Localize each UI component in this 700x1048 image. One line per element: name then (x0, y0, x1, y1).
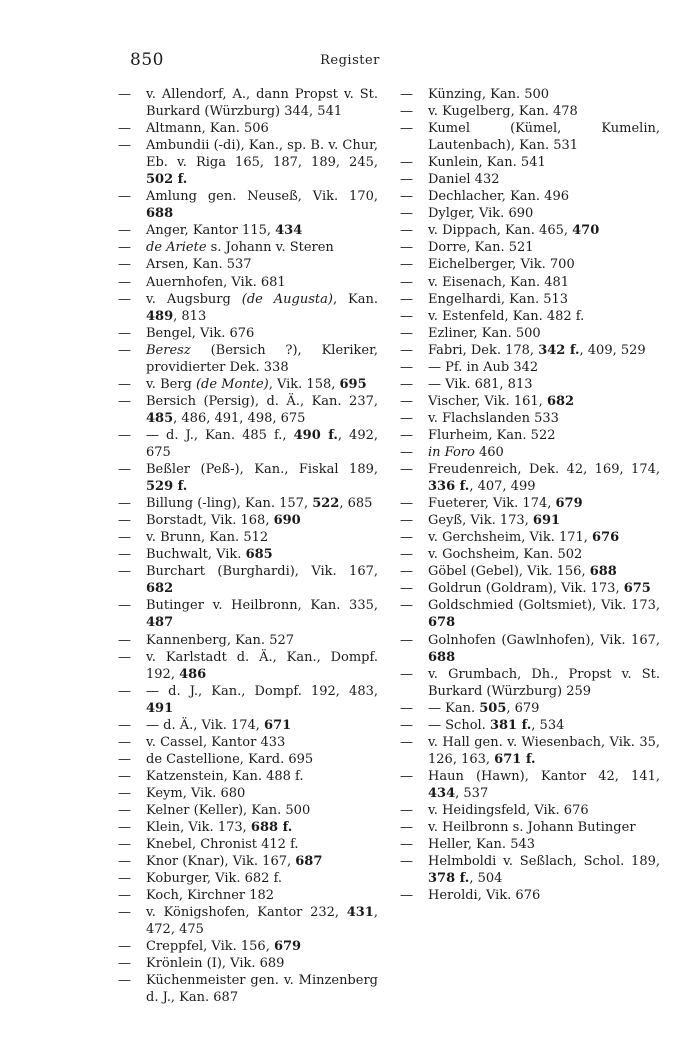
index-entry (118, 734, 378, 751)
entry-text: Goldrun (Goldram), Vik. 173, (428, 581, 624, 597)
entry-text: 460 (474, 444, 504, 460)
index-entry (118, 887, 378, 904)
entry-main-reference: 490 f. (293, 427, 338, 443)
entry-text: Vischer, Vik. 161, (428, 393, 547, 409)
entry-text: Klein, Vik. 173, (146, 820, 251, 836)
entry-text: Geyß, Vik. 173, (428, 513, 533, 529)
entry-dash: — (400, 854, 413, 870)
entry-dash: — (400, 598, 413, 614)
entry-main-reference: 486 (179, 666, 207, 682)
entry-text: — Schol. (428, 717, 490, 733)
index-entry (400, 512, 660, 529)
index-entry (400, 274, 660, 291)
entry-dash: — (118, 564, 131, 580)
entry-dash: — (400, 257, 413, 273)
entry-dash: — (118, 939, 131, 955)
entry-main-reference: 688 (589, 564, 617, 580)
entry-text: v. Gerchsheim, Vik. 171, (428, 530, 593, 546)
index-entry (400, 734, 660, 768)
entry-dash: — (400, 274, 413, 290)
entry-main-reference: 682 (546, 393, 575, 409)
entry-text: v. Königshofen, Kantor 232, (146, 905, 347, 921)
entry-text: Borstadt, Vik. 168, (146, 513, 274, 529)
entry-dash: — (118, 393, 131, 409)
entry-dash: — (118, 888, 131, 904)
entry-text: Heller, Kan. 543 (428, 837, 536, 853)
index-entry (118, 751, 378, 768)
index-entry (118, 222, 378, 239)
entry-dash: — (400, 308, 413, 324)
entry-dash: — (118, 530, 131, 546)
index-entry (118, 938, 378, 955)
entry-main-reference: 485 (146, 410, 174, 426)
entry-dash: — (118, 138, 131, 154)
entry-latin-form: (de Augusta) (241, 291, 333, 307)
entry-main-reference: 688 (428, 649, 456, 665)
entry-dash: — (118, 189, 131, 205)
index-entry (400, 802, 660, 819)
index-entry (400, 853, 660, 887)
entry-text: Kumel (Kümel, Kumelin, Lautenbach), Kan. 531 (428, 121, 660, 154)
index-entry (400, 393, 660, 410)
index-entry (118, 649, 378, 683)
entry-text: Goldschmied (Goltsmiet), Vik. 173, (428, 598, 660, 614)
entry-dash: — (400, 444, 413, 460)
entry-dash: — (118, 223, 131, 239)
entry-dash: — (400, 632, 413, 648)
entry-main-reference: 688 (146, 206, 174, 222)
entry-text: v. Heidingsfeld, Vik. 676 (428, 802, 589, 818)
entry-dash: — (118, 240, 131, 256)
entry-dash: — (118, 956, 131, 972)
entry-main-reference: 505 (479, 700, 507, 716)
index-entry (118, 393, 378, 427)
entry-text: v. Cassel, Kantor 433 (146, 734, 286, 750)
entry-dash: — (118, 768, 131, 784)
entry-dash: — (118, 513, 131, 529)
index-entry (400, 86, 660, 103)
index-entry (118, 427, 378, 461)
entry-dash: — (400, 410, 413, 426)
entry-text: , 813 (173, 308, 207, 324)
entry-text: , 409, 529 (579, 342, 646, 358)
entry-dash: — (400, 462, 413, 478)
entry-text: Dechlacher, Kan. 496 (428, 189, 569, 205)
entry-main-reference: 381 f. (489, 717, 532, 733)
entry-text: , 492, 675 (146, 427, 379, 460)
index-entry (118, 274, 378, 291)
entry-text: v. Gochsheim, Kan. 502 (428, 547, 583, 563)
entry-main-reference: 671 f. (494, 751, 536, 767)
index-entry (400, 768, 660, 802)
entry-dash: — (118, 871, 131, 887)
entry-text: — Pf. in Aub 342 (428, 359, 539, 375)
entry-text: v. Kugelberg, Kan. 478 (428, 104, 578, 120)
index-entry (118, 717, 378, 734)
entry-text: Anger, Kantor 115, (146, 223, 276, 239)
entry-text: v. Heilbronn s. Johann Butinger (428, 820, 636, 836)
entry-dash: — (400, 837, 413, 853)
entry-main-reference: 378 f. (428, 871, 470, 887)
index-entry (118, 495, 378, 512)
entry-text: v. Hall gen. v. Wiesenbach, Vik. 35, 126, 163, (428, 734, 660, 767)
entry-text: Engelhardi, Kan. 513 (428, 291, 569, 307)
entry-dash: — (118, 854, 131, 870)
entry-main-reference: 434 (275, 223, 303, 239)
entry-main-reference: 434 (428, 785, 456, 801)
entry-main-reference: 691 (532, 513, 561, 529)
entry-text: de Castellione, Kard. 695 (146, 751, 314, 767)
entry-latin-form: de Ariete (146, 240, 207, 256)
index-entry (400, 563, 660, 580)
index-entry (118, 256, 378, 273)
entry-dash: — (400, 240, 413, 256)
entry-main-reference: 431 (346, 905, 374, 921)
entry-text: , 534 (531, 717, 565, 733)
index-entry (118, 683, 378, 717)
entry-dash: — (400, 359, 413, 375)
index-entry (400, 325, 660, 342)
index-entry (400, 666, 660, 700)
entry-text: Ambundii (-di), Kan., sp. B. v. Chur, Eb. v. Riga 165, 187, 189, 245, (146, 138, 378, 171)
entry-text: Auernhofen, Vik. 681 (146, 274, 286, 290)
entry-text: , 537 (455, 785, 489, 801)
index-entry (400, 342, 660, 359)
entry-text: Golnhofen (Gawlnhofen), Vik. 167, (428, 632, 660, 648)
entry-text: Haun (Hawn), Kantor 42, 141, (428, 768, 660, 784)
entry-latin-form: in Foro (428, 444, 475, 460)
entry-text: , 472, 475 (146, 905, 378, 938)
index-entry (400, 546, 660, 563)
entry-dash: — (400, 802, 413, 818)
entry-dash: — (400, 820, 413, 836)
entry-dash: — (400, 700, 413, 716)
index-entry (118, 785, 378, 802)
entry-text: v. Allendorf, A., dann Propst v. St. Burkard (Würzburg) 344, 541 (146, 87, 378, 120)
index-entry (400, 819, 660, 836)
entry-text: (Bersich ?), Kleriker, providierter Dek. 338 (146, 342, 378, 375)
entry-main-reference: 470 (572, 223, 600, 239)
entry-text: Burchart (Burghardi), Vik. 167, (146, 564, 378, 580)
entry-text: , Kan. (332, 291, 378, 307)
entry-text: Bersich (Persig), d. Ä., Kan. 237, (146, 393, 378, 409)
entry-dash: — (400, 888, 413, 904)
entry-text: s. Johann v. Steren (206, 240, 334, 256)
entry-dash: — (400, 342, 413, 358)
entry-dash: — (118, 598, 131, 614)
entry-text: — Kan. (428, 700, 480, 716)
entry-text: Dylger, Vik. 690 (428, 206, 534, 222)
index-entry (400, 308, 660, 325)
index-entry (118, 904, 378, 938)
entry-main-reference: 522 (312, 496, 340, 512)
index-entry (400, 103, 660, 120)
index-entry (400, 632, 660, 666)
entry-dash: — (118, 496, 131, 512)
index-entry (118, 376, 378, 393)
entry-main-reference: 529 f. (146, 479, 188, 495)
entry-text: Arsen, Kan. 537 (146, 257, 252, 273)
entry-dash: — (400, 666, 413, 682)
entry-main-reference: 502 f. (146, 172, 188, 188)
entry-text: Buchwalt, Vik. (146, 547, 246, 563)
index-entry (118, 819, 378, 836)
entry-text: Göbel (Gebel), Vik. 156, (428, 564, 590, 580)
entry-text: , 407, 499 (469, 479, 536, 495)
entry-text: Küchenmeister gen. v. Minzenberg d. J., Kan. 687 (146, 973, 378, 1006)
entry-dash: — (400, 206, 413, 222)
index-entry (118, 632, 378, 649)
entry-dash: — (400, 393, 413, 409)
entry-main-reference: 489 (146, 308, 174, 324)
entry-dash: — (118, 734, 131, 750)
entry-dash: — (118, 802, 131, 818)
entry-text: Fabri, Dek. 178, (428, 342, 539, 358)
entry-dash: — (400, 734, 413, 750)
entry-dash: — (400, 768, 413, 784)
entry-main-reference: 342 f. (538, 342, 580, 358)
entry-dash: — (118, 717, 131, 733)
entry-text: Flurheim, Kan. 522 (428, 427, 556, 443)
entry-text: Creppfel, Vik. 156, (146, 939, 274, 955)
entry-text: v. Karlstadt d. Ä., Kan., Dompf. 192, (146, 649, 378, 682)
entry-dash: — (118, 87, 131, 102)
entry-dash: — (400, 427, 413, 443)
entry-text: v. Brunn, Kan. 512 (146, 530, 269, 546)
index-entry (118, 972, 378, 1006)
entry-dash: — (400, 325, 413, 341)
entry-main-reference: 675 (623, 581, 651, 597)
entry-main-reference: 679 (273, 939, 302, 955)
entry-text: Dorre, Kan. 521 (428, 240, 534, 256)
entry-dash: — (118, 274, 131, 290)
index-entry (400, 239, 660, 256)
entry-text: — d. Ä., Vik. 174, (146, 717, 265, 733)
index-entry (400, 256, 660, 273)
entry-text: , 679 (506, 700, 540, 716)
entry-text: Heroldi, Vik. 676 (428, 888, 541, 904)
entry-main-reference: 678 (428, 615, 456, 631)
entry-text: Kannenberg, Kan. 527 (146, 632, 295, 648)
entry-dash: — (400, 189, 413, 205)
entry-dash: — (118, 376, 131, 392)
entry-text: v. Augsburg (146, 291, 242, 307)
index-entry (400, 580, 660, 597)
index-entry (400, 171, 660, 188)
index-entry (400, 529, 660, 546)
index-entry (118, 512, 378, 529)
entry-text: — Vik. 681, 813 (428, 376, 533, 392)
index-entry (118, 86, 378, 120)
entry-text: Beßler (Peß-), Kan., Fiskal 189, (146, 462, 378, 478)
entry-main-reference: 336 f. (428, 479, 470, 495)
entry-dash: — (118, 820, 131, 836)
index-entry (118, 461, 378, 495)
entry-text: Knor (Knar), Vik. 167, (146, 854, 296, 870)
index-entry (118, 188, 378, 222)
entry-dash: — (118, 257, 131, 273)
index-entry (118, 239, 378, 256)
entry-text: Koch, Kirchner 182 (146, 888, 275, 904)
entry-dash: — (400, 376, 413, 392)
index-entry (400, 597, 660, 631)
entry-text: Altmann, Kan. 506 (146, 121, 269, 137)
entry-text: Keym, Vik. 680 (146, 785, 246, 801)
entry-main-reference: 687 (295, 854, 323, 870)
entry-dash: — (118, 785, 131, 801)
entry-main-reference: 695 (339, 376, 367, 392)
entry-text: Koburger, Vik. 682 f. (146, 871, 283, 887)
entry-text: Daniel 432 (428, 172, 500, 188)
entry-dash: — (118, 291, 131, 307)
entry-dash: — (118, 121, 131, 137)
index-entry (118, 870, 378, 887)
entry-main-reference: 491 (146, 700, 174, 716)
index-entry (118, 546, 378, 563)
entry-dash: — (400, 87, 413, 102)
entry-dash: — (400, 530, 413, 546)
entry-dash: — (118, 973, 131, 989)
index-column-left (118, 86, 378, 1007)
index-entry (400, 700, 660, 717)
index-entry (118, 768, 378, 785)
entry-text: v. Estenfeld, Kan. 482 f. (428, 308, 585, 324)
page-number: 850 (130, 50, 164, 70)
entry-text: Helmboldi v. Seßlach, Schol. 189, (428, 854, 660, 870)
index-entry (400, 836, 660, 853)
entry-dash: — (400, 104, 413, 120)
entry-dash: — (118, 632, 131, 648)
index-entry (118, 563, 378, 597)
entry-text: Kunlein, Kan. 541 (428, 155, 546, 171)
entry-dash: — (400, 547, 413, 563)
index-entry (400, 887, 660, 904)
index-entry (118, 802, 378, 819)
index-entry (400, 427, 660, 444)
index-entry (400, 222, 660, 239)
entry-main-reference: 487 (146, 615, 174, 631)
entry-text: v. Flachslanden 533 (428, 410, 559, 426)
entry-dash: — (400, 564, 413, 580)
entry-text: v. Berg (146, 376, 196, 392)
entry-text: v. Grumbach, Dh., Propst v. St. Burkard (Würzburg) 259 (428, 666, 660, 699)
index-entry (118, 120, 378, 137)
entry-text: Ezliner, Kan. 500 (428, 325, 541, 341)
entry-text: Freudenreich, Dek. 42, 169, 174, (428, 462, 660, 478)
index-entry (118, 291, 378, 325)
index-entry (400, 461, 660, 495)
index-entry (400, 154, 660, 171)
index-entry (400, 444, 660, 461)
entry-dash: — (118, 427, 131, 443)
entry-main-reference: 685 (245, 547, 273, 563)
entry-dash: — (400, 496, 413, 512)
entry-text: Billung (-ling), Kan. 157, (146, 496, 313, 512)
entry-text: Bengel, Vik. 676 (146, 325, 255, 341)
entry-dash: — (400, 581, 413, 597)
entry-dash: — (118, 905, 131, 921)
index-column-right (400, 86, 660, 904)
index-entry (118, 597, 378, 631)
entry-dash: — (118, 547, 131, 563)
entry-dash: — (400, 172, 413, 188)
entry-text: Amlung gen. Neuseß, Vik. 170, (146, 189, 378, 205)
entry-text: Butinger v. Heilbronn, Kan. 335, (146, 598, 378, 614)
entry-main-reference: 679 (555, 496, 583, 512)
entry-dash: — (118, 751, 131, 767)
entry-main-reference: 690 (273, 513, 301, 529)
entry-text: — d. J., Kan., Dompf. 192, 483, (146, 683, 378, 699)
index-entry (400, 120, 660, 154)
index-entry (118, 853, 378, 870)
entry-text: , Vik. 158, (268, 376, 340, 392)
entry-text: — d. J., Kan. 485 f., (146, 427, 294, 443)
entry-text: , 504 (469, 871, 503, 887)
index-entry (400, 717, 660, 734)
index-entry (400, 359, 660, 376)
entry-text: Kelner (Keller), Kan. 500 (146, 802, 311, 818)
index-entry (118, 342, 378, 376)
entry-main-reference: 671 (264, 717, 292, 733)
entry-dash: — (118, 837, 131, 853)
entry-dash: — (400, 717, 413, 733)
entry-dash: — (118, 325, 131, 341)
index-entry (400, 205, 660, 222)
entry-text: Künzing, Kan. 500 (428, 87, 550, 102)
index-entry (400, 376, 660, 393)
index-entry (118, 325, 378, 342)
entry-text: Knebel, Chronist 412 f. (146, 837, 299, 853)
index-entry (118, 529, 378, 546)
entry-dash: — (400, 155, 413, 171)
entry-dash: — (118, 683, 131, 699)
index-entry (400, 188, 660, 205)
entry-dash: — (118, 342, 131, 358)
entry-dash: — (118, 649, 131, 665)
entry-main-reference: 688 f. (250, 820, 293, 836)
entry-text: v. Eisenach, Kan. 481 (428, 274, 570, 290)
index-entry (400, 410, 660, 427)
index-entry (118, 137, 378, 188)
entry-dash: — (400, 513, 413, 529)
entry-dash: — (400, 223, 413, 239)
entry-dash: — (400, 291, 413, 307)
running-head: Register (320, 53, 380, 68)
index-entry (400, 291, 660, 308)
index-entry (118, 836, 378, 853)
entry-text: Eichelberger, Vik. 700 (428, 257, 575, 273)
entry-text: , 685 (339, 496, 373, 512)
entry-latin-form: (de Monte) (195, 376, 269, 392)
entry-text: , 486, 491, 498, 675 (173, 410, 306, 426)
entry-text: Krönlein (I), Vik. 689 (146, 956, 285, 972)
entry-main-reference: 682 (146, 581, 174, 597)
entry-text: v. Dippach, Kan. 465, (428, 223, 573, 239)
entry-main-reference: 676 (592, 530, 620, 546)
entry-dash: — (118, 462, 131, 478)
entry-text: Katzenstein, Kan. 488 f. (146, 768, 304, 784)
entry-dash: — (400, 121, 413, 137)
index-entry (400, 495, 660, 512)
index-entry (118, 955, 378, 972)
entry-latin-form: Beresz (146, 342, 191, 358)
entry-text: Fueterer, Vik. 174, (428, 496, 556, 512)
